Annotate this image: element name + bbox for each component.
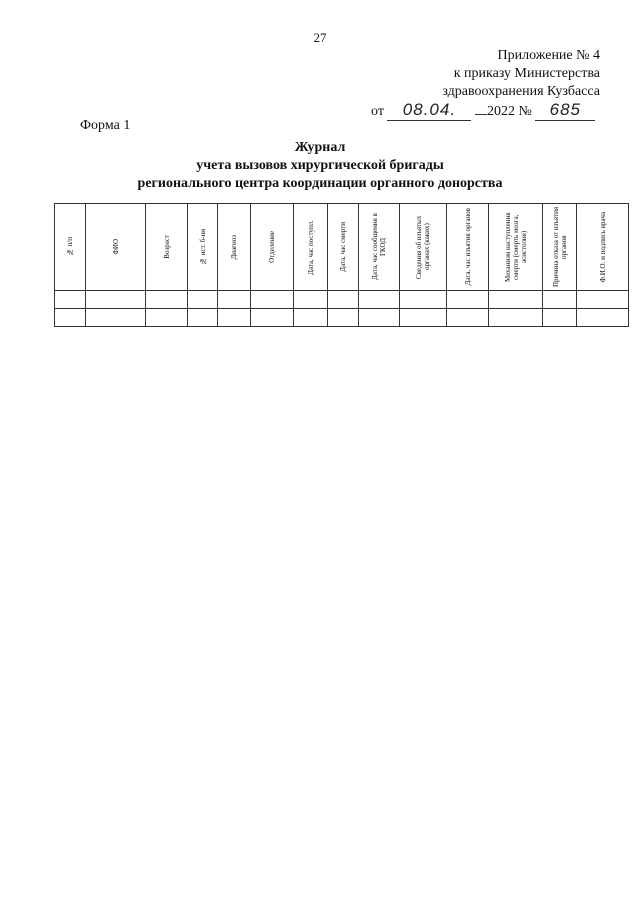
table-row	[55, 291, 629, 309]
table-cell	[577, 309, 629, 327]
table-cell	[447, 291, 489, 309]
table-cell	[489, 291, 543, 309]
handwritten-number: 685	[535, 100, 595, 121]
table-cell	[294, 291, 328, 309]
table-cell	[328, 309, 359, 327]
year-label: 2022 №	[486, 104, 532, 119]
table-cell	[577, 291, 629, 309]
col-header: ФИО	[111, 239, 120, 255]
table-row	[55, 309, 629, 327]
col-header: Отделение	[268, 231, 276, 263]
table-cell	[251, 309, 294, 327]
table-cell	[359, 291, 400, 309]
table-cell	[400, 291, 447, 309]
table-cell	[294, 309, 328, 327]
col-header: Дата, час изъятия органов	[463, 208, 472, 286]
table-cell	[55, 309, 86, 327]
table-cell	[251, 291, 294, 309]
table-cell	[218, 291, 251, 309]
table-cell	[146, 309, 188, 327]
form-label: Форма 1	[80, 118, 131, 133]
col-header: Диагноз	[230, 234, 238, 260]
table-cell	[447, 309, 489, 327]
col-header: Причина отказа от изъятия органов	[551, 206, 568, 288]
page-number: 27	[313, 30, 327, 45]
col-header: Дата, час сообщения в ГКОД	[371, 213, 387, 281]
col-header: Возраст	[162, 235, 171, 259]
table-cell	[55, 291, 86, 309]
col-header: Ф.И.О. и подпись врача	[598, 211, 607, 283]
col-header: Дата, час смерти	[339, 222, 347, 272]
journal-table	[54, 203, 629, 327]
attachment-line1: Приложение № 4	[497, 48, 600, 63]
table-cell	[400, 309, 447, 327]
table-cell	[188, 309, 218, 327]
order-reference	[371, 100, 595, 121]
attachment-line2: к приказу Министерства	[453, 66, 600, 81]
from-label: от	[371, 104, 384, 119]
table-cell	[86, 291, 146, 309]
table-cell	[218, 309, 251, 327]
table-cell	[86, 309, 146, 327]
col-header: Сведения об изъятых органах (каких)	[415, 215, 431, 279]
table-cell	[489, 309, 543, 327]
col-header: № п/п	[66, 237, 74, 257]
title-line2: учета вызовов хирургической бригады	[196, 158, 444, 173]
handwritten-date: 08.04.	[387, 100, 471, 121]
table-cell	[543, 291, 577, 309]
col-header: Механизм наступления смерти (смерть мозга, асистолия)	[503, 212, 528, 282]
table-cell	[188, 291, 218, 309]
table-cell	[543, 309, 577, 327]
table-cell	[328, 291, 359, 309]
title-line1: Журнал	[294, 140, 346, 155]
col-header: № ист. б-ни	[198, 228, 207, 266]
attachment-line3: здравоохранения Кузбасса	[442, 84, 600, 99]
header-row	[55, 204, 629, 291]
table-cell	[146, 291, 188, 309]
title-line3: регионального центра координации органного донорства	[137, 176, 503, 191]
col-header: Дата, час поступл.	[306, 219, 315, 275]
table-cell	[359, 309, 400, 327]
